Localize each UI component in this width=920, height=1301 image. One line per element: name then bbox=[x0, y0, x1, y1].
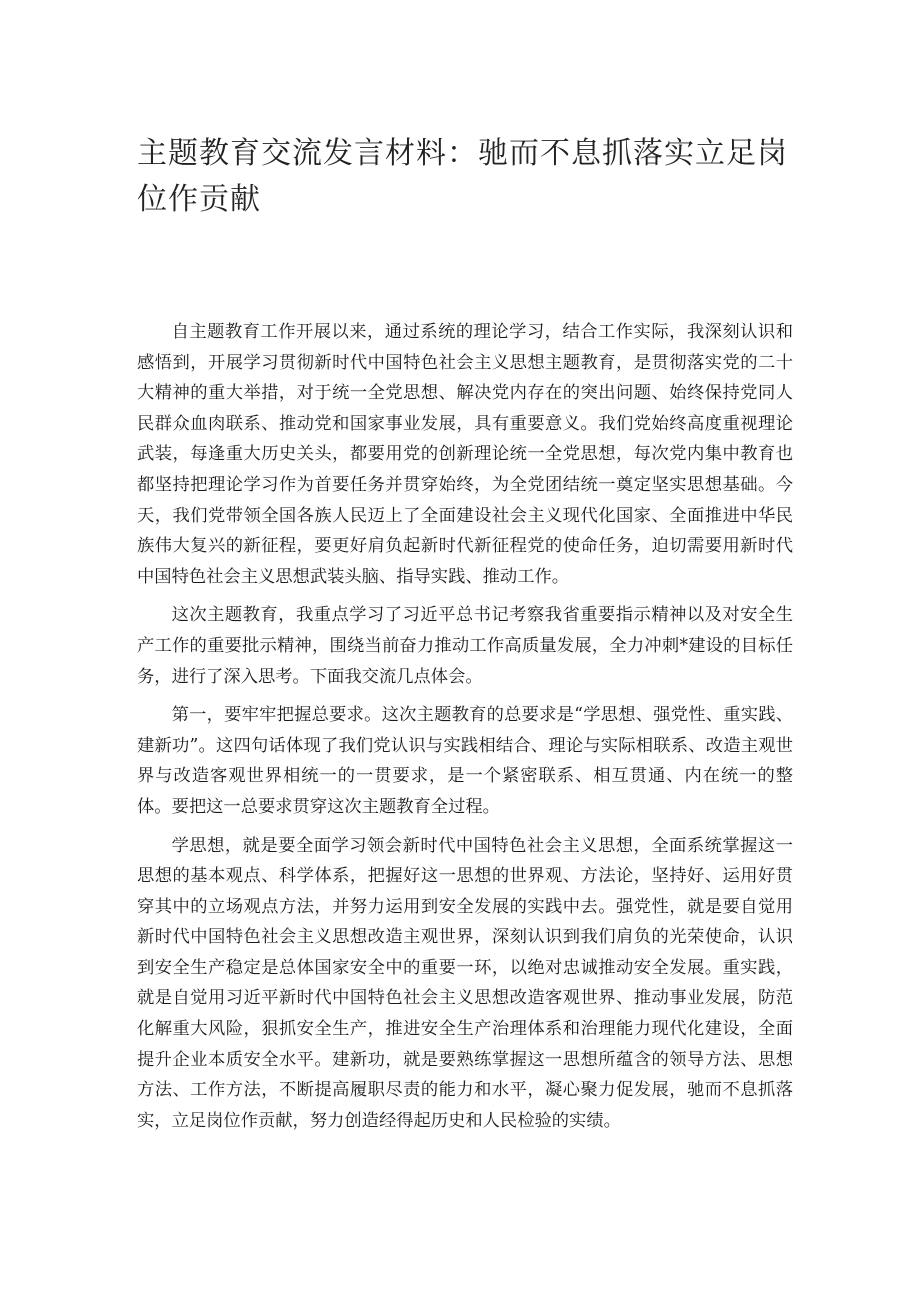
paragraph-2: 这次主题教育，我重点学习了习近平总书记考察我省重要指示精神以及对安全生产工作的重要批示精神，围绕当前奋力推动工作高质量发展，全力冲刺*建设的目标任务，进行了深入思考。下面我交流几点体会。 bbox=[137, 605, 793, 687]
paragraph-4: 学思想，就是要全面学习领会新时代中国特色社会主义思想，全面系统掌握这一思想的基本观点、科学体系，把握好这一思想的世界观、方法论，坚持好、运用好贯穿其中的立场观点方法，并努力运用到安全发展的实践中去。强党性，就是要自觉用新时代中国特色社会主义思想改造主观世界，深刻认识到我们肩负的光荣使命，认识到安全生产稳定是总体国家安全中的重要一环，以绝对忠诚推动安全发展。重实践，就是自觉用习近平新时代中国特色社会主义思想改造客观世界、推动事业发展，防范化解重大风险，狠抓安全生产，推进安全生产治理体系和治理能力现代化建设，全面提升企业本质安全水平。建新功，就是要熟练掌握这一思想所蕴含的领导方法、思想方法、工作方法，不断提高履职尽责的能力和水平，凝心聚力促发展，驰而不息抓落实，立足岗位作贡献，努力创造经得起历史和人民检验的实绩。 bbox=[137, 835, 793, 1131]
paragraph-3: 第一，要牢牢把握总要求。这次主题教育的总要求是“学思想、强党性、重实践、建新功”。这四句话体现了我们党认识与实践相结合、理论与实际相联系、改造主观世界与改造客观世界相统一的一贯要求，是一个紧密联系、相互贯通、内在统一的整体。要把这一总要求贯穿这次主题教育全过程。 bbox=[137, 705, 793, 817]
paragraph-1: 自主题教育工作开展以来，通过系统的理论学习，结合工作实际，我深刻认识和感悟到，开展学习贯彻新时代中国特色社会主义思想主题教育，是贯彻落实党的二十大精神的重大举措，对于统一全党思想、解决党内存在的突出问题、始终保持党同人民群众血肉联系、推动党和国家事业发展，具有重要意义。我们党始终高度重视理论武装，每逢重大历史关头，都要用党的创新理论统一全党思想，每次党内集中教育也都坚持把理论学习作为首要任务并贯穿始终，为全党团结统一奠定坚实思想基础。今天，我们党带领全国各族人民迈上了全面建设社会主义现代化国家、全面推进中华民族伟大复兴的新征程，要更好肩负起新时代新征程党的使命任务，迫切需要用新时代中国特色社会主义思想武装头脑、指导实践、推动工作。 bbox=[137, 322, 793, 587]
document-title: 主题教育交流发言材料：驰而不息抓落实立足岗位作贡献 bbox=[137, 136, 788, 217]
document-body bbox=[137, 317, 793, 1144]
